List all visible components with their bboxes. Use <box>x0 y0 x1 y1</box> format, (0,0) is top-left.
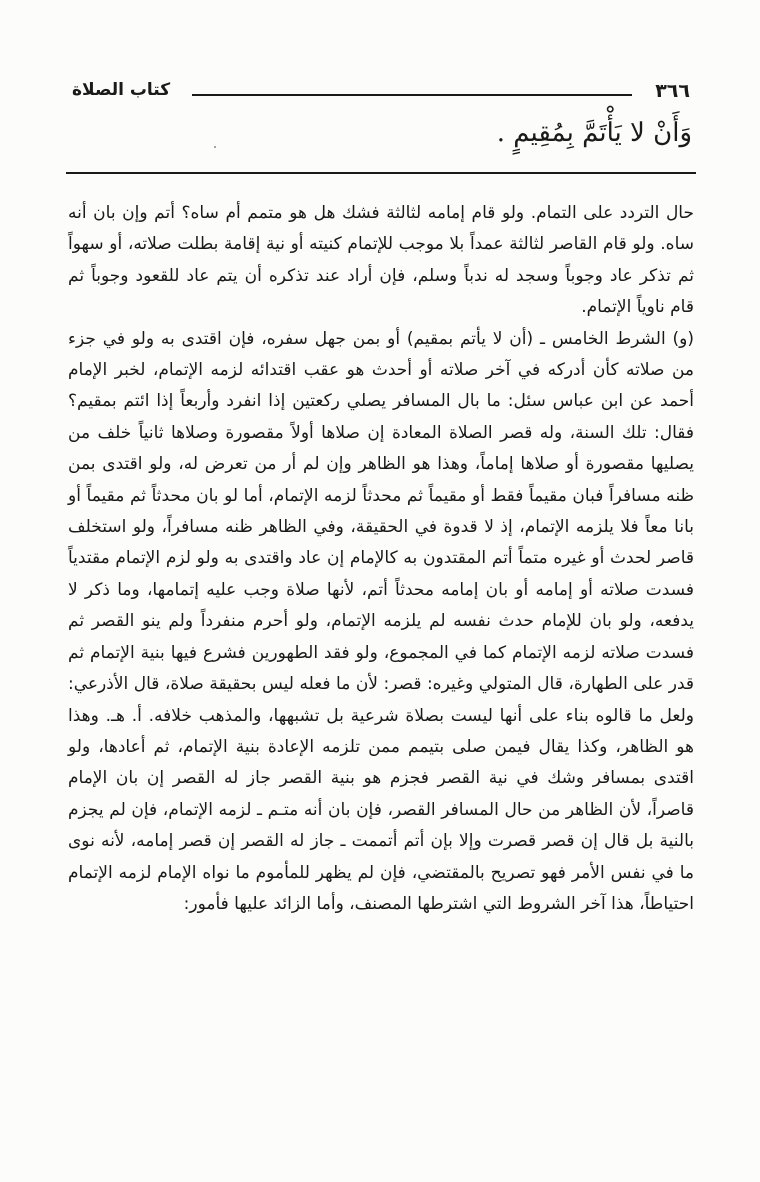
dot-mark <box>214 146 216 148</box>
matn-divider <box>66 172 696 174</box>
page-number: ٣٦٦ <box>655 80 690 102</box>
paragraph: (و) الشرط الخامس ـ (أن لا يأتم بمقيم) أو بمن جهل سفره، فإن اقتدى به ولو في جزء من صلاته كأن أدركه في آخر صلاته أو أحدث هو عقب اقتدائه لزمه الإتمام، لخبر الإمام أحمد عن ابن عباس سئل: ما بال المسافر يصلي ركعتين إذا انفرد وأربعاً إذا ائتم بمقيم؟ فقال: تلك السنة، وله قصر الصلاة المعادة إن صلاها أولاً مقصورة وصلاها ثانياً خلف من يصليها مقصورة أو صلاها إماماً، وهذا هو الظاهر وإن لم أر من تعرض له، ولو اقتدى بمن ظنه مسافراً فبان مقيماً فقط أو مقيماً ثم محدثاً لزمه الإتمام، أما لو بان محدثاً ثم مقيماً أو بانا معاً فلا يلزمه الإتمام، إذ لا قدوة في الحقيقة، وفي الظاهر ظنه مسافراً، ولو استخلف قاصر لحدث أو غيره متماً أتم المقتدون به كالإمام إن عاد واقتدى به ولو لزم الإتمام مقتدياً فسدت صلاته أو إمامه أو بان إمامه محدثاً أتم، لأنها صلاة وجب عليه إتمامها، وما ذكر لا يدفعه، ولو بان للإمام حدث نفسه لم يلزمه الإتمام، ولو أحرم منفرداً ولم ينو القصر ثم فسدت صلاته لزمه الإتمام كما في المجموع، ولو فقد الطهورين فشرع فيها بنية الإتمام ثم قدر على الطهارة، قال المتولي وغيره: قصر: لأن ما فعله ليس بحقيقة صلاة، قال الأذرعي: ولعل ما قالوه بناء على أنها ليست بصلاة شرعية بل تشبهها، والمذهب خلافه. أ. هـ. وهذا هو الظاهر، وكذا يقال فيمن صلى بتيمم ممن تلزمه الإعادة بنية الإتمام، ثم أعادها، ولو اقتدى بمسافر وشك في نية القصر فجزم هو بنية القصر جاز له القصر إن بان الإمام قاصراً، لأن الظاهر من حال المسافر القصر، فإن بان أنه متـم ـ لزمه الإتمام، فإن لم يجزم بالنية بل قال إن قصر قصرت وإلا بإن أتم أتممت ـ جاز له القصر إن قصر إمامه، لأنه نوى ما في نفس الأمر فهو تصريح بالمقتضي، فإن لم يظهر للمأموم ما نواه الإمام لزمه الإتمام احتياطاً، هذا آخر الشروط التي اشترطها المصنف، وأما الزائد عليها فأمور: <box>68 328 694 914</box>
matn-text: وَأَنْ لا يَأْتَمَّ بِمُقِيمٍ . <box>496 118 692 148</box>
page-header <box>72 76 690 106</box>
book-title: كتاب الصلاة <box>72 80 171 100</box>
commentary-body <box>68 198 694 920</box>
paragraph: حال التردد على التمام. ولو قام إمامه لثالثة فشك هل هو متمم أم ساه؟ أتم وإن بان أنه ساه. ولو قام القاصر لثالثة عمداً بلا موجب للإتمام كنيته أو نية إقامة بطلت صلاته، أو سهواً ثم تذكر عاد وجوباً وسجد له ندباً وسلم، فإن أراد عند تذكره أن يتم عاد للقعود وجوباً ثم قام ناوياً الإتمام. <box>68 203 694 318</box>
header-rule <box>192 94 632 96</box>
